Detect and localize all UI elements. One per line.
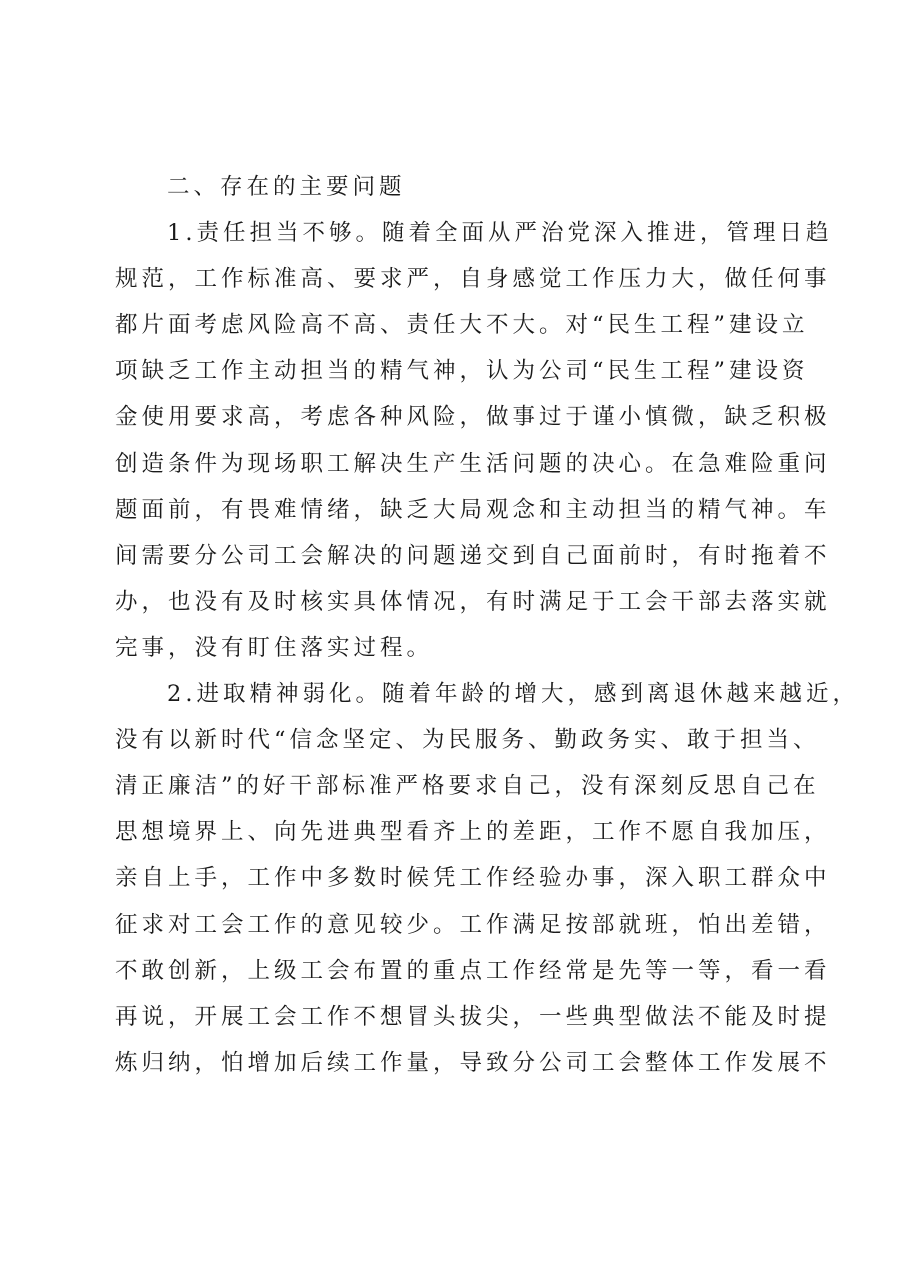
paragraph-line: 2.进取精神弱化。随着年龄的增大，感到离退休越来越近， [167,681,859,708]
paragraph-line: 项缺乏工作主动担当的精气神，认为公司“民生工程”建设资 [115,358,809,385]
paragraph-line: 规范，工作标准高、要求严，自身感觉工作压力大，做任何事 [115,266,831,293]
section-heading: 二、存在的主要问题 [167,174,406,200]
paragraph-line: 清正廉洁”的好干部标准严格要求自己，没有深刻反思自己在 [115,773,820,800]
paragraph-line: 亲自上手，工作中多数时候凭工作经验办事，深入职工群众中 [115,865,831,892]
paragraph-line: 创造条件为现场职工解决生产生活问题的决心。在急难险重问 [115,450,831,477]
paragraph-line: 思想境界上、向先进典型看齐上的差距，工作不愿自我加压， [115,819,831,846]
paragraph-line: 完事，没有盯住落实过程。 [115,634,434,661]
paragraph-line: 不敢创新，上级工会布置的重点工作经常是先等一等，看一看 [115,957,831,984]
paragraph-line: 征求对工会工作的意见较少。工作满足按部就班，怕出差错， [115,911,831,938]
paragraph-line: 没有以新时代“信念坚定、为民服务、勤政务实、敢于担当、 [115,727,820,754]
paragraph-2 [115,671,859,1086]
paragraph-line: 炼归纳，怕增加后续工作量，导致分公司工会整体工作发展不 [115,1049,831,1076]
paragraph-line: 1.责任担当不够。随着全面从严治党深入推进，管理日趋 [167,220,833,247]
paragraph-1 [115,210,833,671]
paragraph-line: 再说，开展工会工作不想冒头拔尖，一些典型做法不能及时提 [115,1003,831,1030]
paragraph-line: 金使用要求高，考虑各种风险，做事过于谨小慎微，缺乏积极 [115,404,831,431]
document-body [115,164,859,1086]
paragraph-line: 题面前，有畏难情绪，缺乏大局观念和主动担当的精气神。车 [115,496,831,523]
paragraph-line: 间需要分公司工会解决的问题递交到自己面前时，有时拖着不 [115,542,831,569]
paragraph-line: 办，也没有及时核实具体情况，有时满足于工会干部去落实就 [115,588,831,615]
paragraph-line: 都片面考虑风险高不高、责任大不大。对“民生工程”建设立 [115,312,809,339]
